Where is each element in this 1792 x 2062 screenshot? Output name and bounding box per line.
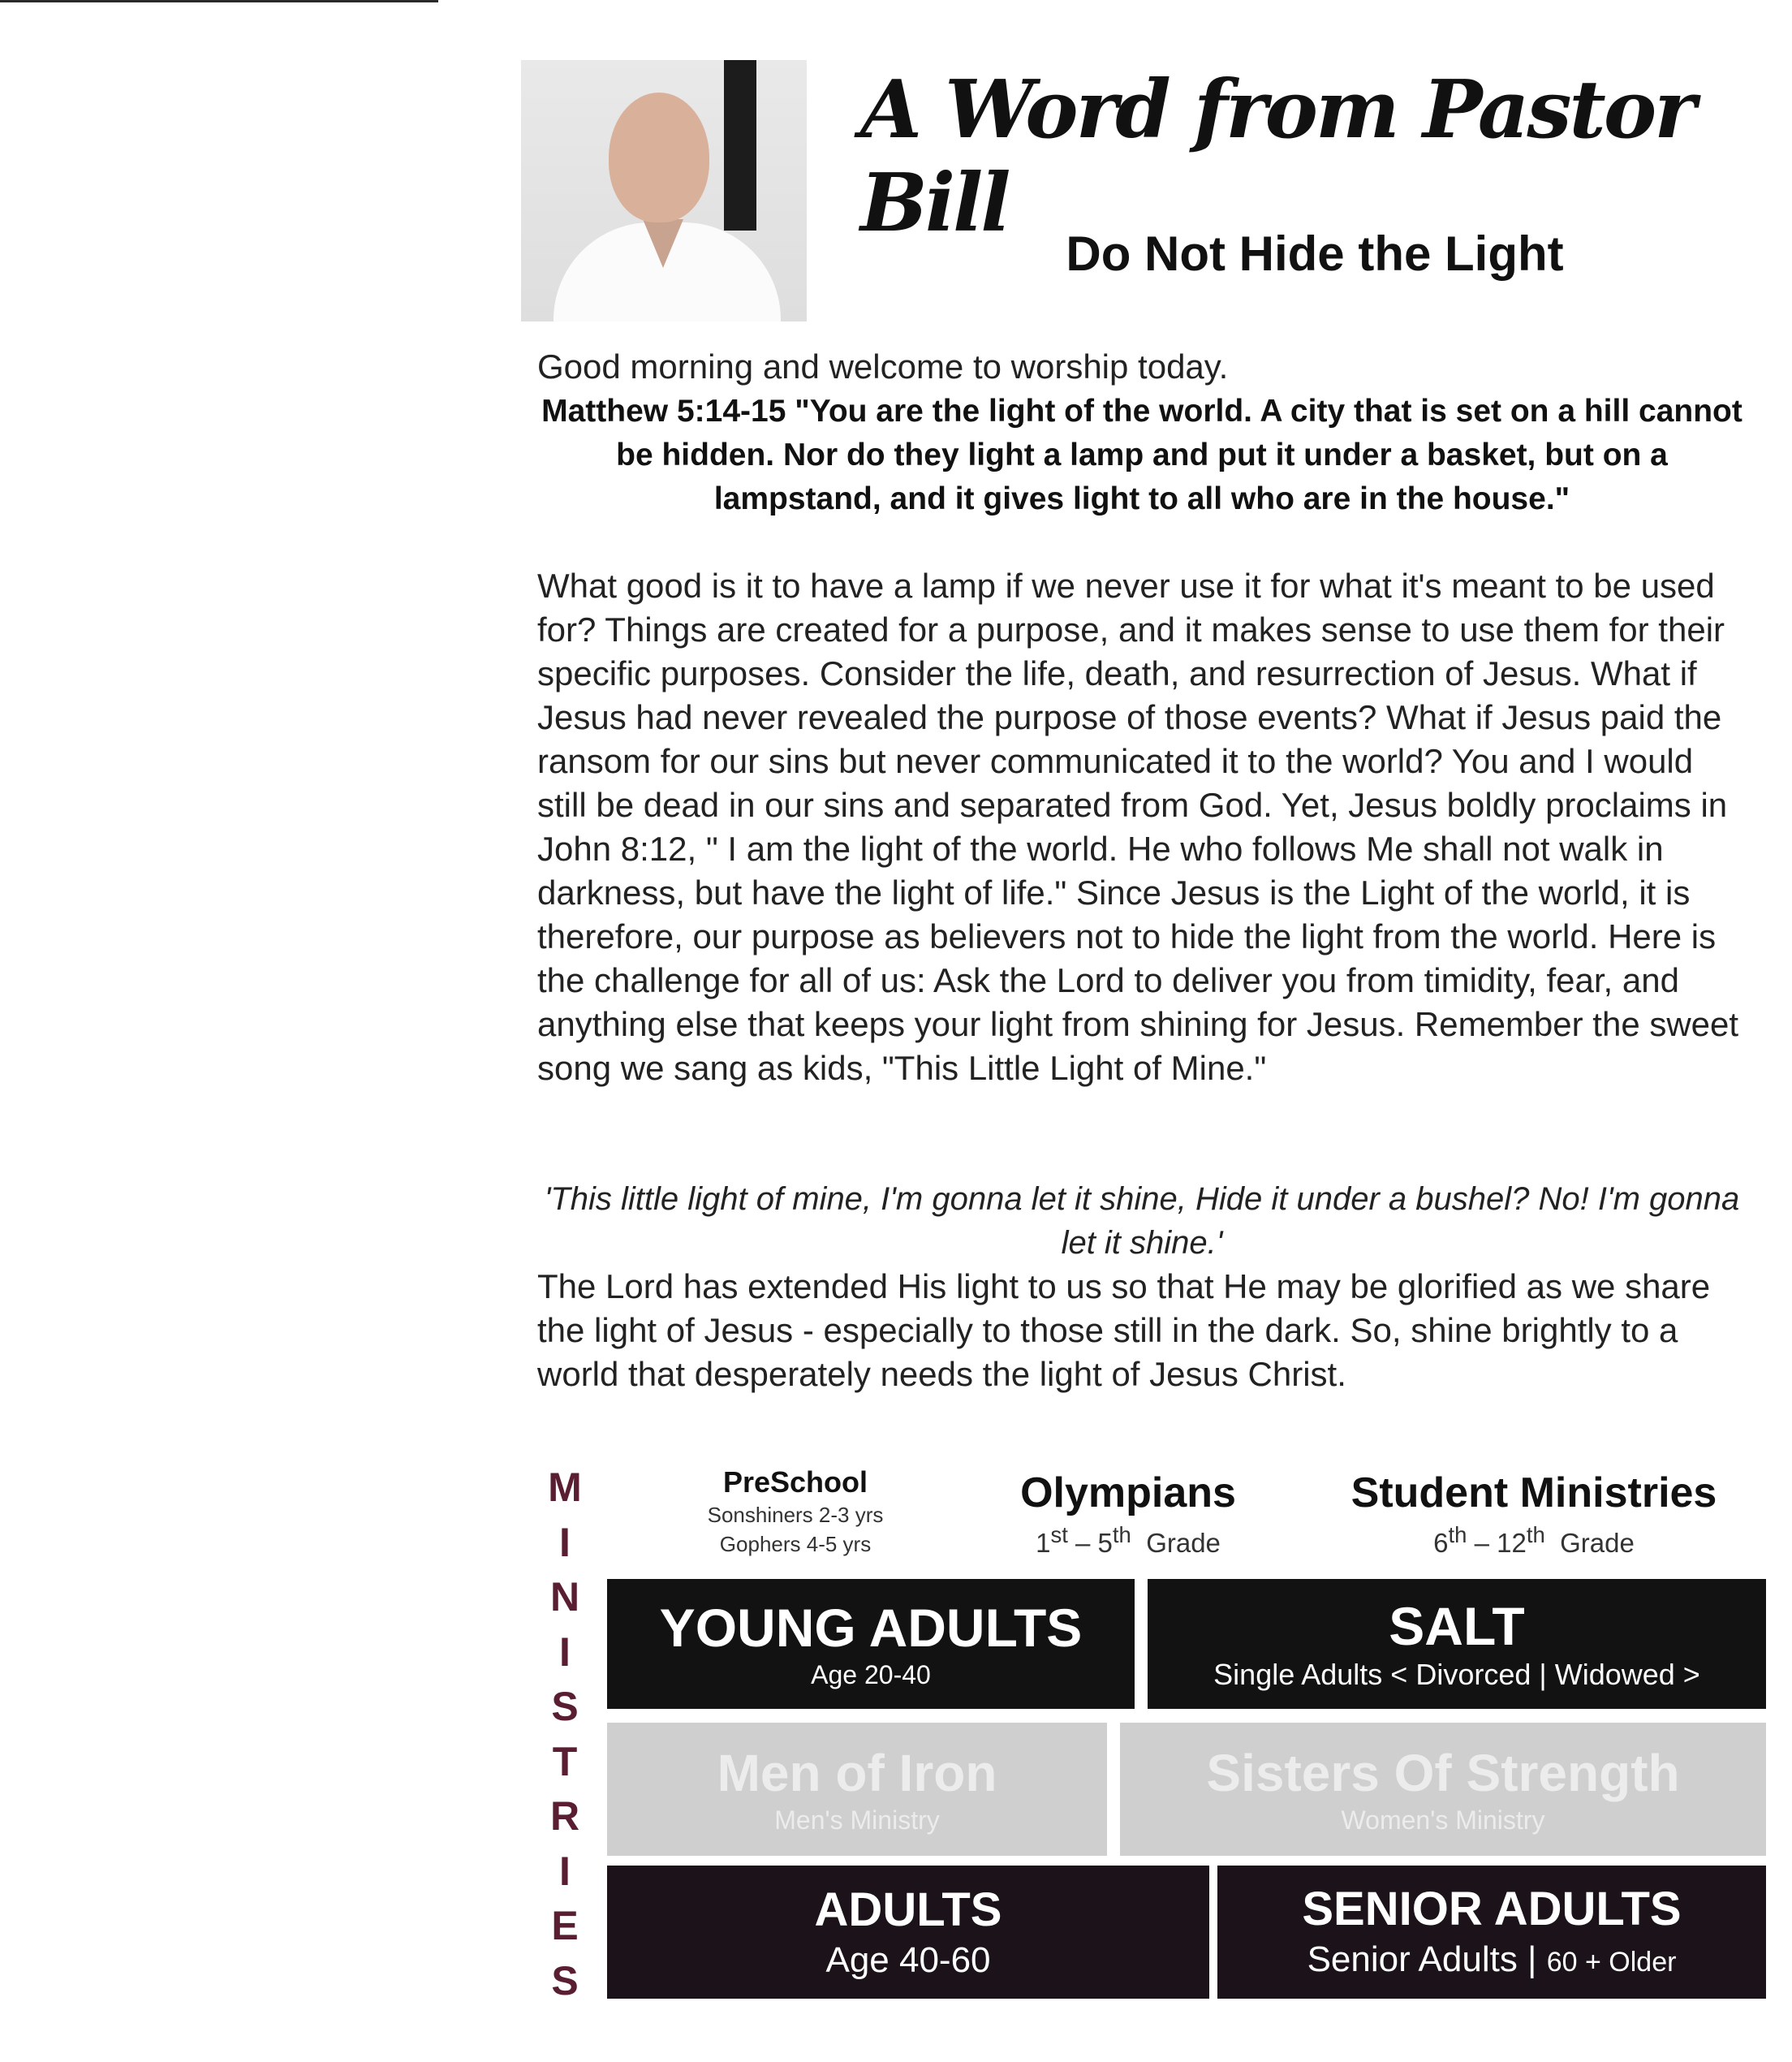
grade-to: 5 xyxy=(1097,1528,1113,1558)
grade-label: Grade xyxy=(1560,1528,1635,1558)
greeting-text: Good morning and welcome to worship today. xyxy=(537,347,1229,386)
article-paragraph-1: What good is it to have a lamp if we never use it for what it's meant to be used for? Things are created for a purpose, and it makes sense to use them for their specific purposes. Consider the life, death, and resurrection of Jesus. What if Jesus had never revealed the purpose of those events? What if Jesus paid the ransom for our sins but never communicated it to the world? You and I would still be dead in our sins and separated from God. Yet, Jesus boldly proclaims in John 8:12, " I am the light of the world. He who follows Me shall not walk in darkness, but have the light of life." Since Jesus is the Light of the world, it is therefore, our purpose as believers not to hide the light from the world. Here is the challenge for all of us: Ask the Lord to deliver you from timidity, fear, and anything else that keeps your light from shining for Jesus. Remember the sweet song we sang as kids, "This Little Light of Mine." xyxy=(537,567,1739,1087)
sisters-of-strength-box xyxy=(1120,1723,1766,1856)
salt-description: Single Adults < Divorced | Widowed > xyxy=(1213,1658,1700,1691)
sisters-of-strength-title: Sisters Of Strength xyxy=(1206,1744,1680,1802)
men-of-iron-box xyxy=(607,1723,1107,1856)
senior-adults-description xyxy=(1307,1938,1677,1984)
student-grades: 6th – 12th Grade xyxy=(1433,1522,1635,1558)
grade-from: 6 xyxy=(1433,1528,1449,1558)
grade-label: Grade xyxy=(1146,1528,1221,1558)
photo-head xyxy=(609,93,709,222)
olympians-title: Olympians xyxy=(1020,1469,1236,1516)
vertical-letter: S xyxy=(551,1957,579,2004)
song-quote: 'This little light of mine, I'm gonna let it shine, Hide it under a bushel? No! I'm gonna let it shine.' xyxy=(544,1181,1740,1261)
vertical-letter: M xyxy=(548,1465,582,1510)
vertical-letter: R xyxy=(549,1793,580,1840)
vertical-letter: S xyxy=(551,1684,579,1730)
young-adults-title: YOUNG ADULTS xyxy=(659,1598,1083,1658)
men-of-iron-description: Men's Ministry xyxy=(774,1805,940,1835)
photo-background-pillar xyxy=(724,60,756,231)
senior-adults-age: 60 + Older xyxy=(1546,1946,1677,1978)
senior-adults-title: SENIOR ADULTS xyxy=(1302,1882,1682,1935)
vertical-letter: T xyxy=(552,1738,578,1784)
grade-to-suffix: th xyxy=(1526,1522,1545,1547)
ministries-vertical-label xyxy=(544,1466,586,2002)
vertical-letter: I xyxy=(559,1848,571,1894)
grade-to-suffix: th xyxy=(1112,1522,1131,1547)
article-title: Do Not Hide the Light xyxy=(1066,226,1564,281)
preschool-group xyxy=(666,1465,925,1559)
young-adults-box xyxy=(607,1579,1135,1709)
pastor-photo xyxy=(521,60,807,321)
column-title: A Word from Pastor Bill xyxy=(860,63,1694,250)
preschool-sonshiners: Sonshiners 2-3 yrs xyxy=(707,1503,884,1527)
scan-edge-line xyxy=(0,0,438,2)
adults-age: Age 40-60 xyxy=(825,1940,991,1980)
adults-box xyxy=(607,1866,1209,1999)
article-paragraph-2: The Lord has extended His light to us so that He may be glorified as we share the light of Jesus - especially to those still in the dark. So, shine brightly to a world that desperately needs the light of Jesus Christ. xyxy=(537,1267,1711,1393)
vertical-letter: E xyxy=(551,1903,579,1949)
student-ministries-group xyxy=(1315,1468,1753,1560)
preschool-gophers: Gophers 4-5 yrs xyxy=(719,1532,872,1556)
scripture-verse: Matthew 5:14-15 "You are the light of the world. A city that is set on a hill cannot be hidden. Nor do they light a lamp and put it under a basket, but on a lampstand, and it gives light to all who are in the house." xyxy=(541,394,1742,516)
student-ministries-title: Student Ministries xyxy=(1350,1469,1717,1516)
preschool-title: PreSchool xyxy=(722,1465,868,1499)
sisters-of-strength-description: Women's Ministry xyxy=(1341,1805,1545,1835)
vertical-letter: N xyxy=(549,1574,580,1620)
grade-from-suffix: st xyxy=(1050,1522,1068,1547)
salt-title: SALT xyxy=(1389,1596,1525,1656)
olympians-grades: 1st – 5th Grade xyxy=(1036,1522,1221,1558)
senior-adults-label: Senior Adults | xyxy=(1307,1939,1547,1979)
vertical-letter: I xyxy=(559,1519,571,1565)
salt-box xyxy=(1148,1579,1766,1709)
olympians-group xyxy=(974,1468,1282,1560)
men-of-iron-title: Men of Iron xyxy=(717,1744,997,1802)
grade-to: 12 xyxy=(1497,1528,1527,1558)
adults-title: ADULTS xyxy=(814,1883,1002,1936)
senior-adults-box xyxy=(1217,1866,1766,1999)
grade-from-suffix: th xyxy=(1448,1522,1467,1547)
vertical-letter: I xyxy=(559,1628,571,1675)
grade-from: 1 xyxy=(1036,1528,1051,1558)
young-adults-age: Age 20-40 xyxy=(811,1660,931,1689)
